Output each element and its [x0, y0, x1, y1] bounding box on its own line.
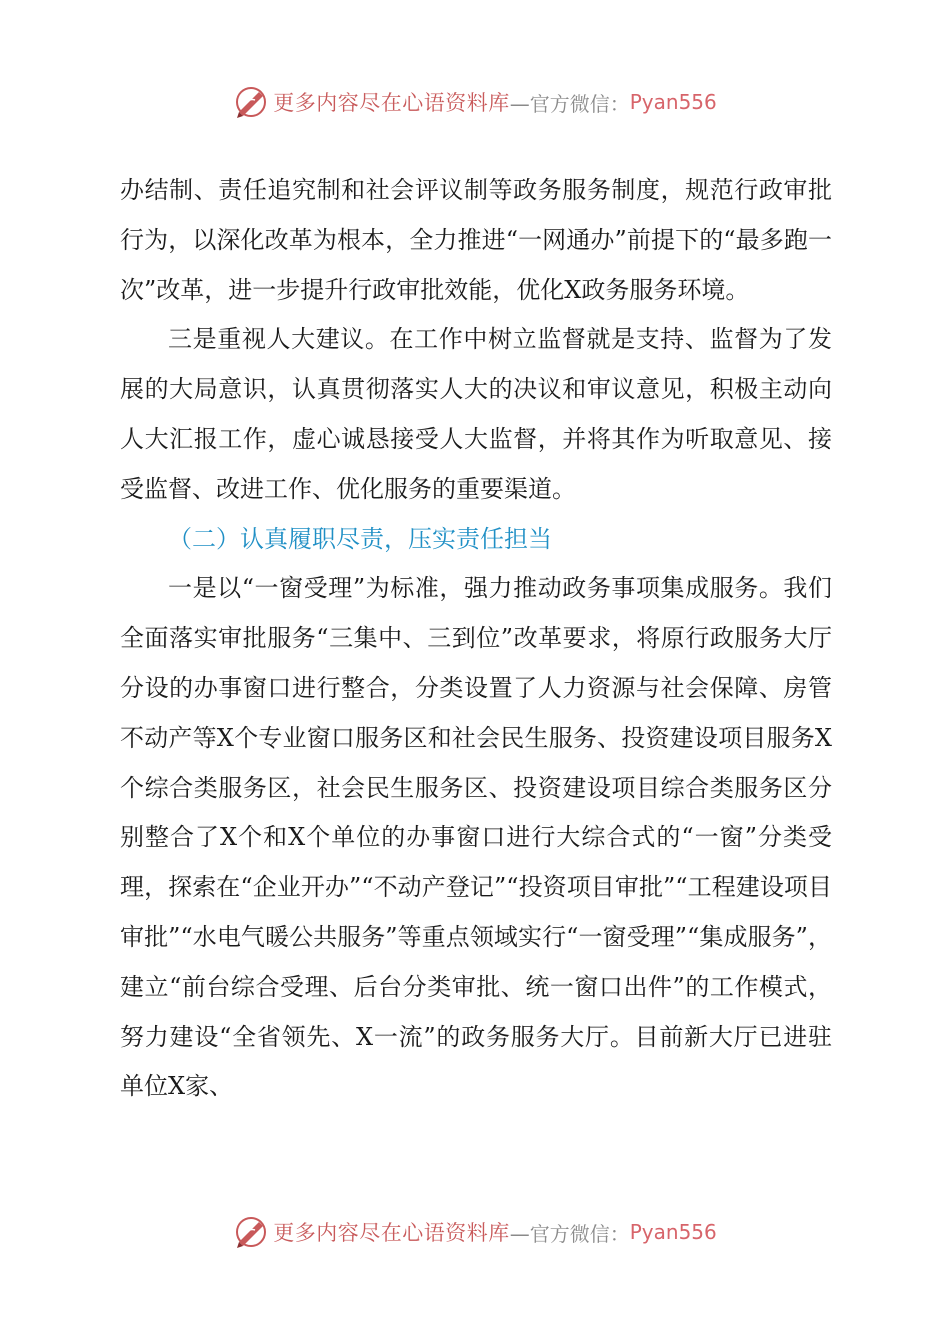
footer-watermark	[0, 1212, 950, 1252]
document-body	[120, 166, 832, 1112]
wechat-id: Pyan556	[629, 90, 717, 114]
section-heading: （二）认真履职尽责，压实责任担当	[168, 524, 552, 553]
official-wechat-label: —官方微信：	[509, 1221, 630, 1246]
brand-text: 更多内容尽在心语资料库	[273, 91, 510, 115]
header-watermark	[0, 82, 950, 122]
paragraph-one-window: 一是以“一窗受理”为标准，强力推动政务事项集成服务。我们全面落实审批服务“三集中、三到位”改革要求，将原行政服务大厅分设的办事窗口进行整合，分类设置了人力资源与社会保障、房管不动产等X个专业窗口服务区和社会民生服务、投资建设项目服务X个综合类服务区，社会民生服务区、投资建设项目综合类服务区分别整合了X个和X个单位的办事窗口进行大综合式的“一窗”分类受理，探索在“企业开办”“不动产登记”“投资项目审批”“工程建设项目审批”“水电气暖公共服务”等重点领域实行“一窗受理”“集成服务”，建立“前台综合受理、后台分类审批、统一窗口出件”的工作模式，努力建设“全省领先、X一流”的政务服务大厅。目前新大厅已进驻单位X家、	[120, 574, 832, 1101]
official-wechat-label: —官方微信：	[509, 91, 630, 116]
paragraph-continued: 办结制、责任追究制和社会评议制等政务服务制度，规范行政审批行为，以深化改革为根本，全力推进“一网通办”前提下的“最多跑一次”改革，进一步提升行政审批效能，优化X政务服务环境。	[120, 176, 832, 304]
paragraph-npc-suggestions: 三是重视人大建议。在工作中树立监督就是支持、监督为了发展的大局意识，认真贯彻落实人大的决议和审议意见，积极主动向人大汇报工作，虚心诚恳接受人大监督，并将其作为听取意见、接受监督、改进工作、优化服务的重要渠道。	[120, 325, 832, 503]
pen-logo-icon	[233, 1214, 269, 1250]
pen-logo-icon	[233, 84, 269, 120]
wechat-id: Pyan556	[629, 1220, 717, 1244]
brand-text: 更多内容尽在心语资料库	[273, 1221, 510, 1245]
